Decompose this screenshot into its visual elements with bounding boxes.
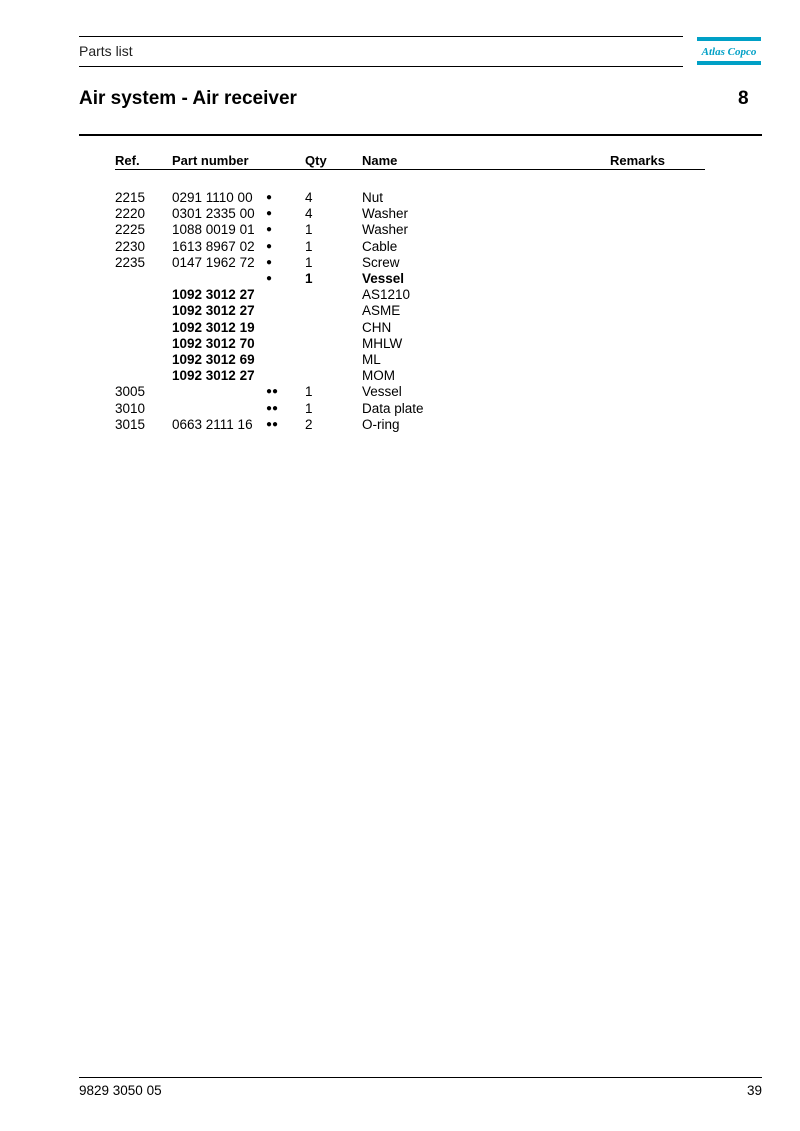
cell-ref: 2215 — [115, 190, 146, 205]
cell-ref: 2220 — [115, 206, 146, 222]
cell-qty: 1 — [305, 254, 313, 270]
page-number: 39 — [746, 1083, 762, 1098]
cell-part-number: 1613 8967 02 — [172, 238, 255, 254]
logo-wordmark — [697, 42, 761, 60]
header-bottom-rule — [79, 66, 683, 67]
cell-marker: ●● — [266, 418, 279, 430]
cell-part-number: 0301 2335 00 — [172, 206, 255, 222]
cell-marker: ● — [266, 256, 273, 268]
column-header-name: Name — [362, 153, 398, 168]
cell-part-number: 1092 3012 19 — [172, 319, 255, 335]
cell-part-number: 0291 1110 00 — [172, 190, 253, 205]
atlas-copco-logo — [697, 37, 761, 67]
column-header-qty: Qty — [305, 153, 327, 168]
cell-ref: 3015 — [115, 416, 146, 432]
cell-name: CHN — [362, 319, 392, 335]
column-header-ref: Ref. — [115, 153, 140, 168]
cell-qty: 2 — [305, 416, 313, 432]
document-number: 9829 3050 05 — [79, 1083, 162, 1098]
cell-name: Washer — [362, 206, 409, 222]
cell-part-number: 1088 0019 01 — [172, 222, 255, 238]
cell-marker: ●● — [266, 386, 279, 398]
cell-name: MHLW — [362, 335, 403, 351]
cell-marker: ● — [266, 192, 273, 203]
cell-name: Vessel — [362, 384, 402, 400]
cell-qty: 1 — [305, 222, 313, 238]
cell-name: Data plate — [362, 400, 424, 416]
cell-name: Vessel — [362, 271, 405, 286]
cell-name: MOM — [362, 368, 395, 384]
logo-text: Atlas Copco — [701, 46, 757, 58]
cell-part-number: 1092 3012 27 — [172, 303, 255, 319]
cell-qty: 4 — [305, 190, 313, 205]
cell-marker: ● — [266, 273, 273, 284]
cell-ref: 2225 — [115, 222, 146, 238]
cell-part-number: 1092 3012 27 — [172, 287, 255, 303]
cell-qty: 4 — [305, 206, 313, 222]
cell-qty: 1 — [305, 271, 313, 286]
cell-name: ML — [362, 352, 381, 367]
header-label: Parts list — [79, 43, 133, 59]
cell-name: ASME — [362, 303, 401, 319]
cell-qty: 1 — [305, 384, 313, 400]
cell-ref: 2235 — [115, 254, 146, 270]
cell-name: AS1210 — [362, 287, 411, 303]
cell-part-number: 1092 3012 27 — [172, 368, 255, 384]
logo-band-bottom — [697, 61, 761, 65]
cell-name: O-ring — [362, 416, 400, 432]
cell-qty: 1 — [305, 238, 313, 254]
cell-part-number: 1092 3012 70 — [172, 335, 255, 351]
cell-marker: ● — [266, 208, 273, 220]
cell-part-number: 0663 2111 16 — [172, 416, 253, 432]
cell-marker: ● — [266, 240, 273, 252]
cell-name: Nut — [362, 190, 384, 205]
title-rule — [79, 134, 762, 136]
footer-rule — [79, 1077, 762, 1078]
logo-band-top — [697, 37, 761, 41]
page-title: Air system - Air receiver — [79, 88, 297, 109]
header-top-rule — [79, 36, 683, 37]
cell-marker: ● — [266, 224, 273, 236]
cell-marker: ●● — [266, 402, 279, 414]
cell-ref: 3005 — [115, 384, 146, 400]
column-header-part-number: Part number — [172, 153, 249, 168]
cell-ref: 2230 — [115, 238, 146, 254]
section-number: 8 — [738, 88, 749, 109]
cell-name: Washer — [362, 222, 409, 238]
cell-ref: 3010 — [115, 400, 146, 416]
cell-part-number: 1092 3012 69 — [172, 352, 255, 367]
table-header-rule — [115, 169, 705, 170]
cell-part-number: 0147 1962 72 — [172, 254, 255, 270]
cell-name: Screw — [362, 254, 400, 270]
cell-name: Cable — [362, 238, 398, 254]
column-header-remarks: Remarks — [610, 153, 665, 168]
cell-qty: 1 — [305, 400, 313, 416]
